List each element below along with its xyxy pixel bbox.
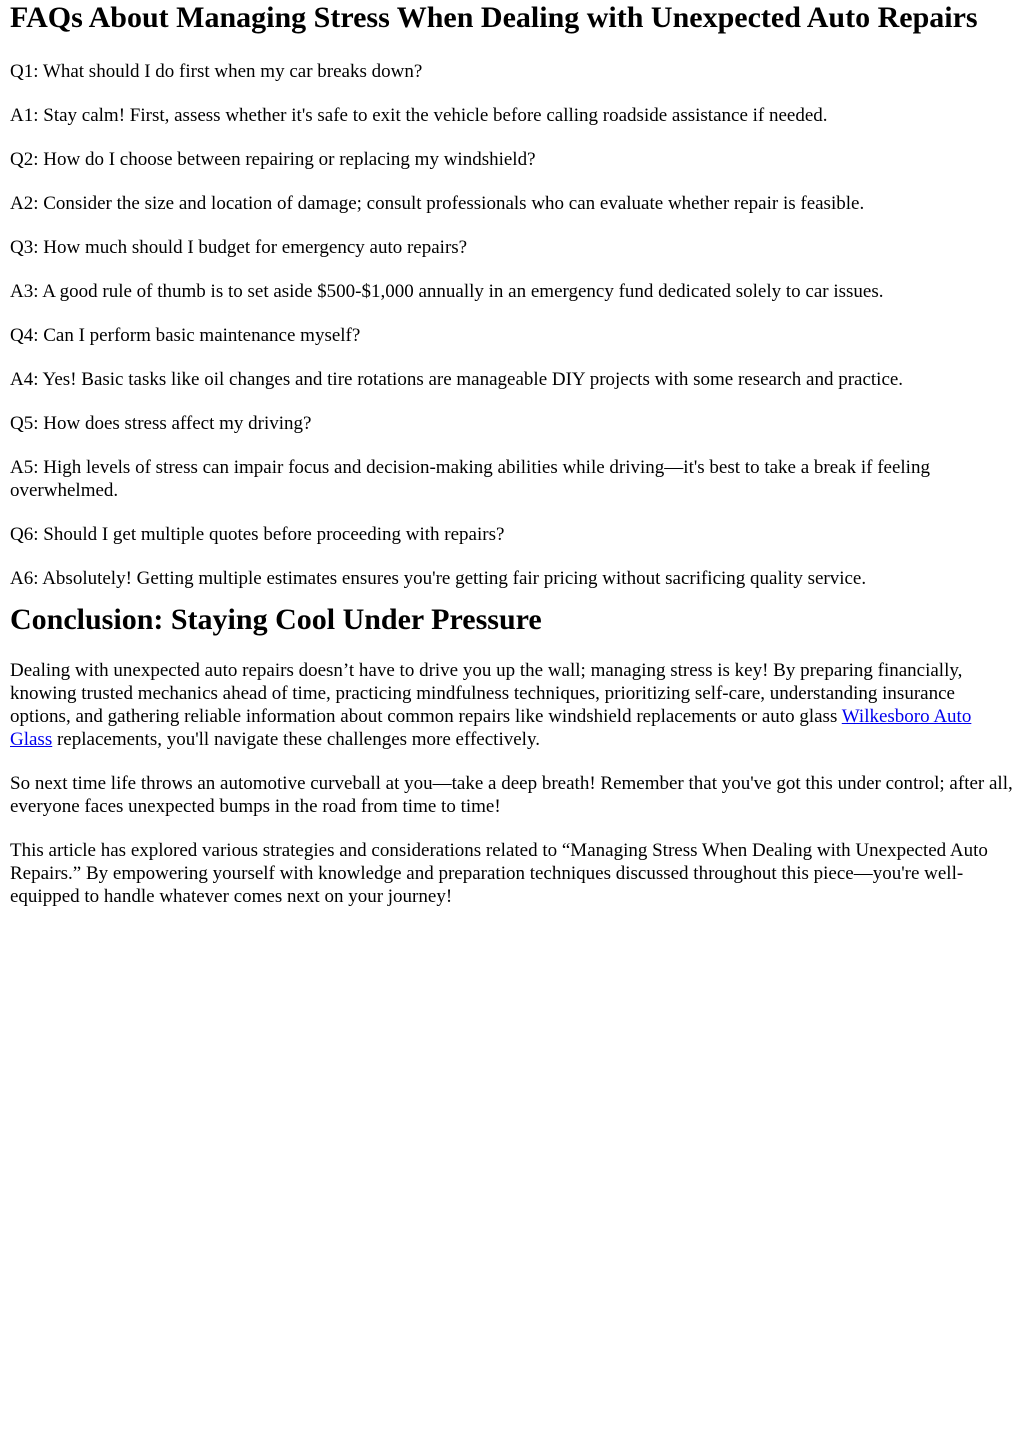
- faq-answer-2: A2: Consider the size and location of damage; consult professionals who can evaluate whether repair is feasible.: [10, 193, 865, 214]
- faq-question-2: Q2: How do I choose between repairing or replacing my windshield?: [10, 149, 536, 170]
- conclusion-paragraph-1-tail: replacements, you'll navigate these challenges more effectively.: [52, 729, 540, 750]
- faq-heading: FAQs About Managing Stress When Dealing with Unexpected Auto Repairs: [10, 1, 978, 34]
- faq-answer-3: A3: A good rule of thumb is to set aside $500-$1,000 annually in an emergency fund dedicated solely to car issues.: [10, 281, 884, 302]
- conclusion-heading: Conclusion: Staying Cool Under Pressure: [10, 603, 542, 636]
- faq-question-6: Q6: Should I get multiple quotes before proceeding with repairs?: [10, 524, 505, 545]
- conclusion-paragraph-2: So next time life throws an automotive curveball at you—take a deep breath! Remember that you've got this under control; after all, everyone faces unexpected bumps in the road from time to time!: [10, 773, 1013, 817]
- faq-list: [10, 60, 1014, 590]
- faq-answer-4: A4: Yes! Basic tasks like oil changes and tire rotations are manageable DIY projects with some research and practice.: [10, 369, 904, 390]
- faq-question-5: Q5: How does stress affect my driving?: [10, 413, 312, 434]
- faq-answer-6: A6: Absolutely! Getting multiple estimates ensures you're getting fair pricing without sacrificing quality service.: [10, 568, 867, 589]
- conclusion-paragraph-1-lead: Dealing with unexpected auto repairs doesn’t have to drive you up the wall; managing stress is key! By preparing financially, knowing trusted mechanics ahead of time, practicing mindfulness techniques, prioritizing self-care, understanding insurance options, and gathering reliable information about common repairs like windshield replacements or auto glass: [10, 660, 963, 727]
- wilkesboro-auto-glass-link[interactable]: Wilkesboro Auto Glass: [10, 706, 972, 750]
- faq-answer-5: A5: High levels of stress can impair focus and decision-making abilities while driving—it's best to take a break if feeling overwhelmed.: [10, 457, 930, 501]
- faq-question-1: Q1: What should I do first when my car breaks down?: [10, 61, 423, 82]
- conclusion-paragraph-3: This article has explored various strategies and considerations related to “Managing Stress When Dealing with Unexpected Auto Repairs.” By empowering yourself with knowledge and preparation techniques discussed throughout this piece—you're well-equipped to handle whatever comes next on your journey!: [10, 840, 988, 907]
- faq-question-4: Q4: Can I perform basic maintenance myself?: [10, 325, 361, 346]
- conclusion-paragraph-1: [10, 659, 1014, 751]
- conclusion-section: [10, 659, 1014, 908]
- faq-answer-1: A1: Stay calm! First, assess whether it's safe to exit the vehicle before calling roadside assistance if needed.: [10, 105, 828, 126]
- faq-question-3: Q3: How much should I budget for emergency auto repairs?: [10, 237, 468, 258]
